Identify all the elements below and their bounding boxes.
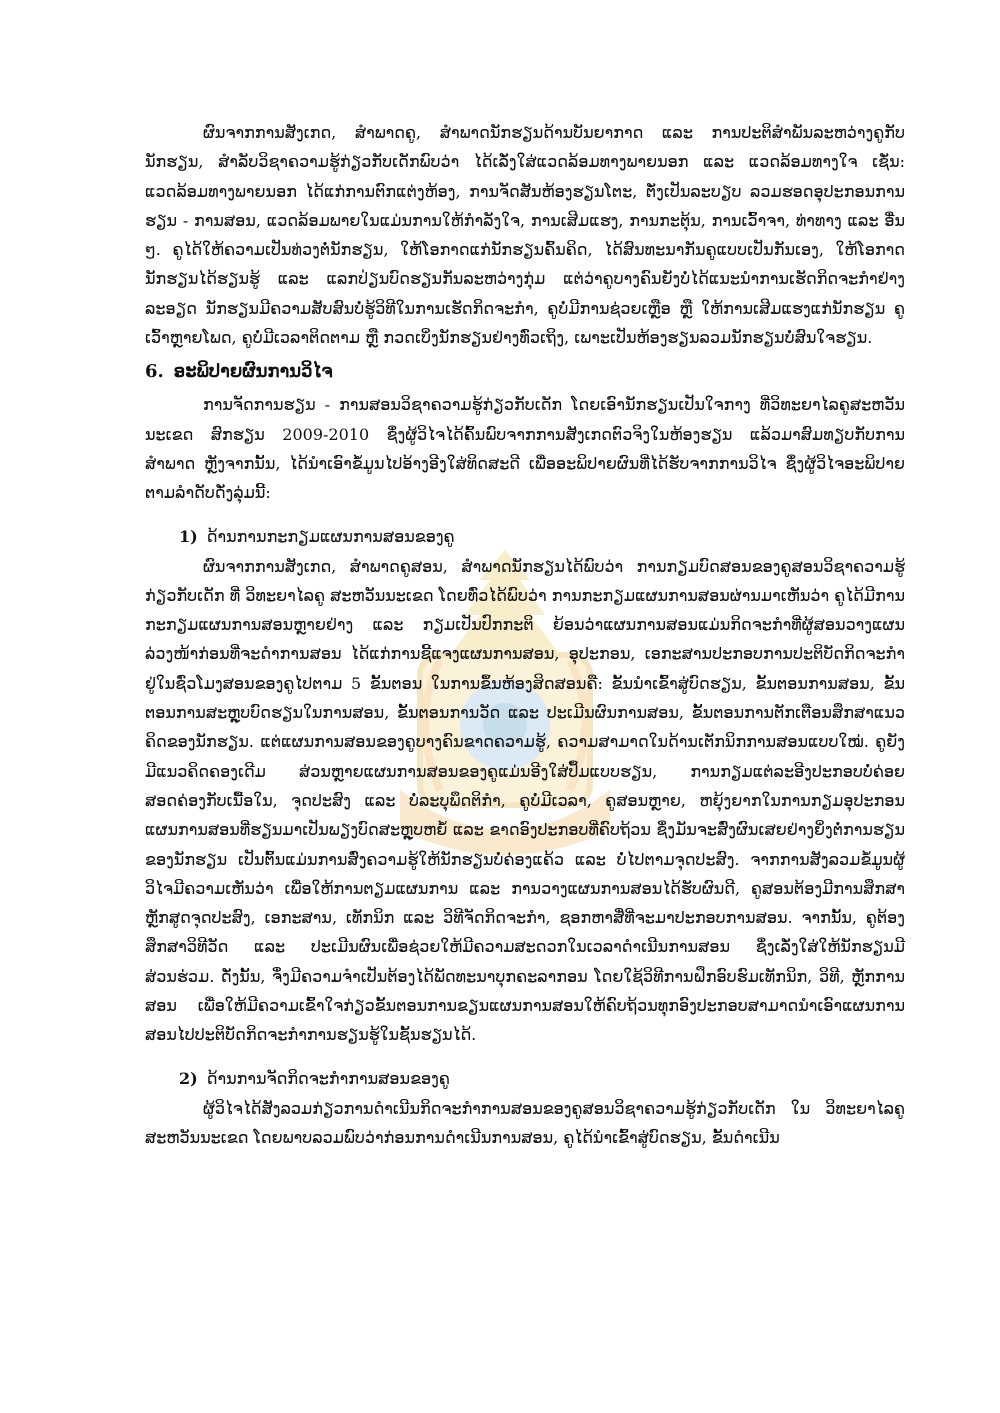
document-page bbox=[145, 118, 905, 1160]
body-paragraph-4: ຜູ້ວິໄຈໄດ້ສັງລວມກ່ຽວການດຳເນີນກິດຈະກຳການສອນຂອງຄູສອນວິຊາຄວາມຮູ້ກ່ຽວກັບເດັກ ໃນ ວິທະຍາໄລຄູ ສະຫວັນນະເຂດ ໂດຍພາບລວມພົບວ່າກ່ອນການດຳເນີນການສອນ, ຄູໄດ້ນຳເຂົ້າສູ່ບົດຮຽນ, ຂັ້ນດຳເນີນ bbox=[145, 1098, 905, 1147]
subsection-title: ດ້ານການຈັດກິດຈະກຳການສອນຂອງຄູ bbox=[206, 1068, 450, 1088]
subsection-number: 2) bbox=[179, 1068, 198, 1088]
subsection-heading-1 bbox=[145, 522, 905, 552]
subsection-title: ດ້ານການກະກຽມແຜນການສອນຂອງຄູ bbox=[206, 526, 455, 546]
body-paragraph-2: ການຈັດການຮຽນ - ການສອນວິຊາຄວາມຮູ້ກ່ຽວກັບເດັກ ໂດຍເອົານັກຮຽນເປັນໃຈກາງ ທີ່ວິທະຍາໄລຄູສະຫວັນນະເຂດ ສົກຮຽນ 2009-2010 ຊຶ່ງຜູ້ວິໄຈໄດ້ຄົ້ນພົບຈາກການສັງເກດຕົວຈິງໃນຫ້ອງຮຽນ ແລ້ວມາສົມທຽບກັບການສຳພາດ ຫຼັງຈາກນັ້ນ, ໄດ້ນຳເອົາຂໍ້ມູນໄປອ້າງອີງໃສ່ທິດສະດີ ເພື່ອອະພິປາຍຜົນທີ່ໄດ້ຮັບຈາກການວິໄຈ ຊຶ່ງຜູ້ວິໄຈອະພິປາຍຕາມລຳດັບດັ່ງລຸ່ມນີ້: bbox=[145, 395, 905, 503]
section-number: 6. bbox=[145, 361, 164, 383]
body-paragraph-1: ຜົນຈາກການສັງເກດ, ສຳພາດຄູ, ສຳພາດນັກຮຽນດ້ານບັນຍາກາດ ແລະ ການປະຕິສຳພັນລະຫວ່າງຄູກັບນັກຮຽນ, ສຳລັບວິຊາຄວາມຮູ້ກ່ຽວກັບເດັກພົບວ່າ ໄດ້ເລັ່ງໃສ່ແວດລ້ອມທາງພາຍນອກ ແລະ ແວດລ້ອມທາງໃຈ ເຊັ່ນ: ແວດລ້ອມທາງພາຍນອກ ໄດ້ແກ່ການຕົກແຕ່ງຫ້ອງ, ການຈັດສັນຫ້ອງຮຽນໂຕະ, ຕັ່ງເປັນລະບຽບ ລວມຮອດອຸປະກອນການຮຽນ - ການສອນ, ແວດລ້ອມພາຍໃນແມ່ນການໃຫ້ກຳລັງໃຈ, ການເສີມແຮງ, ການກະຕຸ້ນ, ການເວົ້າຈາ, ທ່າທາງ ແລະ ອື່ນໆ. ຄູໄດ້ໃຫ້ຄວາມເປັນທ່ວງຕໍ່ນັກຮຽນ, ໃຫ້ໂອກາດແກ່ນັກຮຽນຄົ້ນຄິດ, ໄດ້ສົນທະນາກັນຄູແບບເປັນກັນເອງ, ໃຫ້ໂອກາດນັກຮຽນໄດ້ຮຽນຮູ້ ແລະ ແລກປ່ຽນບົດຮຽນກັນລະຫວ່າງກຸ່ມ ແຕ່ວ່າຄູບາງຄົນຍັງບໍ່ໄດ້ແນະນຳການເຮັດກິດຈະກຳຢ່າງລະອຽດ ນັກຮຽນມີຄວາມສັບສົນບໍ່ຮູ້ວິທີໃນການເຮັດກິດຈະກຳ, ຄູບໍ່ມີການຊ່ວຍເຫຼືອ ຫຼື ໃຫ້ການເສີມແຮງແກ່ນັກຮຽນ ຄູເວົ້າຫຼາຍໂພດ, ຄູບໍ່ມີເວລາຕິດຕາມ ຫຼື ກວດເບິ່ງນັກຮຽນຢ່າງທົ່ວເຖິງ, ເພາະເປັນຫ້ອງຮຽນລວມນັກຮຽນບໍ່ສົນໃຈຮຽນ. bbox=[145, 123, 906, 348]
subsection-number: 1) bbox=[179, 526, 198, 546]
section-heading bbox=[145, 356, 905, 388]
subsection-heading-2 bbox=[145, 1064, 905, 1094]
body-paragraph-3: ຜົນຈາກການສັງເກດ, ສຳພາດຄູສອນ, ສຳພາດນັກຮຽນໄດ້ພົບວ່າ ການກຽມບົດສອນຂອງຄູສອນວິຊາຄວາມຮູ້ກ່ຽວກັບເດັກ ທີ່ ວິທະຍາໄລຄູ ສະຫວັນນະເຂດ ໂດຍທົ່ວໄດ້ພົບວ່າ ການກະກຽມແຜນການສອນຜ່ານມາເຫັນວ່າ ຄູໄດ້ມີການກະກຽມແຜນການສອນຫຼາຍຢ່າງ ແລະ ກຽມເປັນປົກກະຕິ ຍ້ອນວ່າແຜນການສອນແມ່ນກິດຈະກຳທີ່ຜູ້ສອນວາງແຜນລ່ວງໜ້າກ່ອນທີ່ຈະດຳການສອນ ໄດ້ແກ່ການຊີ້ແຈງແຜນການສອນ, ອຸປະກອນ, ເອກະສານປະກອບການປະຕິບັດກິດຈະກຳຢູ່ໃນຊົ່ວໂມງສອນຂອງຄູໄປຕາມ 5 ຂັ້ນຕອນ ໃນການຂຶ້ນຫ້ອງສິດສອນຄື: ຂັ້ນນຳເຂົ້າສູ່ບົດຮຽນ, ຂັ້ນຕອນການສອນ, ຂັ້ນຕອນການສະຫຼຸບບົດຮຽນໃນການສອນ, ຂັ້ນຕອນການວັດ ແລະ ປະເມີນຜົນການສອນ, ຂັ້ນຕອນການຕັກເຕືອນສຶກສາແນວຄິດຂອງນັກຮຽນ. ແຕ່ແຜນການສອນຂອງຄູບາງຄົນຂາດຄວາມຮູ້, ຄວາມສາມາດໃນດ້ານເຕັກນິກການສອນແບບໃໝ່. ຄູຍັງມີແນວຄິດຄອງເດີມ ສ່ວນຫຼາຍແຜນການສອນຂອງຄູແມ່ນອີງໃສ່ປຶ້ມແບບຮຽນ, ການກຽມແຕ່ລະອີງປະກອບບໍ່ຄ່ອຍສອດຄ່ອງກັບເນື້ອໃນ, ຈຸດປະສົງ ແລະ ບໍ່ລະບຸພຶດຕິກຳ, ຄູບໍ່ມີເວລາ, ຄູສອນຫຼາຍ, ຫຍຸ້ງຍາກໃນການກຽມອຸປະກອນແຜນການສອນທີ່ຮຽນມາເປັນພຽງບົດສະຫຼຸບຫຍໍ້ ແລະ ຂາດອົງປະກອບທີ່ຄົບຖ້ວນ ຊຶ່ງມັນຈະສົ່ງຜົນເສຍຢ່າງຍິ່ງຕໍ່ການຮຽນຂອງນັກຮຽນ ເປັນຕົ້ນແມ່ນການສົ່ງຄວາມຮູ້ໃຫ້ນັກຮຽນບໍ່ຄ່ອງແຄ້ວ ແລະ ບໍ່ໄປຕາມຈຸດປະສົງ. ຈາກການສັງລວມຂໍ້ມູນຜູ້ວິໄຈມີຄວາມເຫັນວ່າ ເພື່ອໃຫ້ການຕຽມແຜນການ ແລະ ການວາງແຜນການສອນໄດ້ຮັບຜົນດີ, ຄູສອນຕ້ອງມີການສຶກສາຫຼັກສູດຈຸດປະສົງ, ເອກະສານ, ເທັກນິກ ແລະ ວິທີຈັດກິດຈະກຳ, ຊອກຫາສື່ທີ່ຈະມາປະກອບການສອນ. ຈາກນັ້ນ, ຄູຕ້ອງສຶກສາວິທີວັດ ແລະ ປະເມີນຜົນເພື່ອຊ່ວຍໃຫ້ມີຄວາມສະດວກໃນເວລາດຳເນີນການສອນ ຊຶ່ງເລັ່ງໃສ່ໃຫ້ນັກຮຽນມີສ່ວນຮ່ວມ. ດັ່ງນັ້ນ, ຈຶ່ງມີຄວາມຈຳເປັນຕ້ອງໄດ້ພັດທະນາບຸກຄະລາກອນ ໂດຍໃຊ້ວິທີການຝຶກອົບຮົມເທັກນິກ, ວິທີ, ຫຼັກການສອນ ເພື່ອໃຫ້ມີຄວາມເຂົ້າໃຈກ່ຽວຂັ້ນຕອນການຂຽນແຜນການສອນໃຫ້ຄົບຖ້ວນທຸກອົງປະກອບສາມາດນຳເອົາແຜນການສອນໄປປະຕິບັດກິດຈະກຳການຮຽນຮູ້ໃນຊັ້ນຮຽນໄດ້. bbox=[145, 556, 905, 1045]
section-title: ອະພິປາຍຜົນການວິໄຈ bbox=[173, 361, 333, 383]
